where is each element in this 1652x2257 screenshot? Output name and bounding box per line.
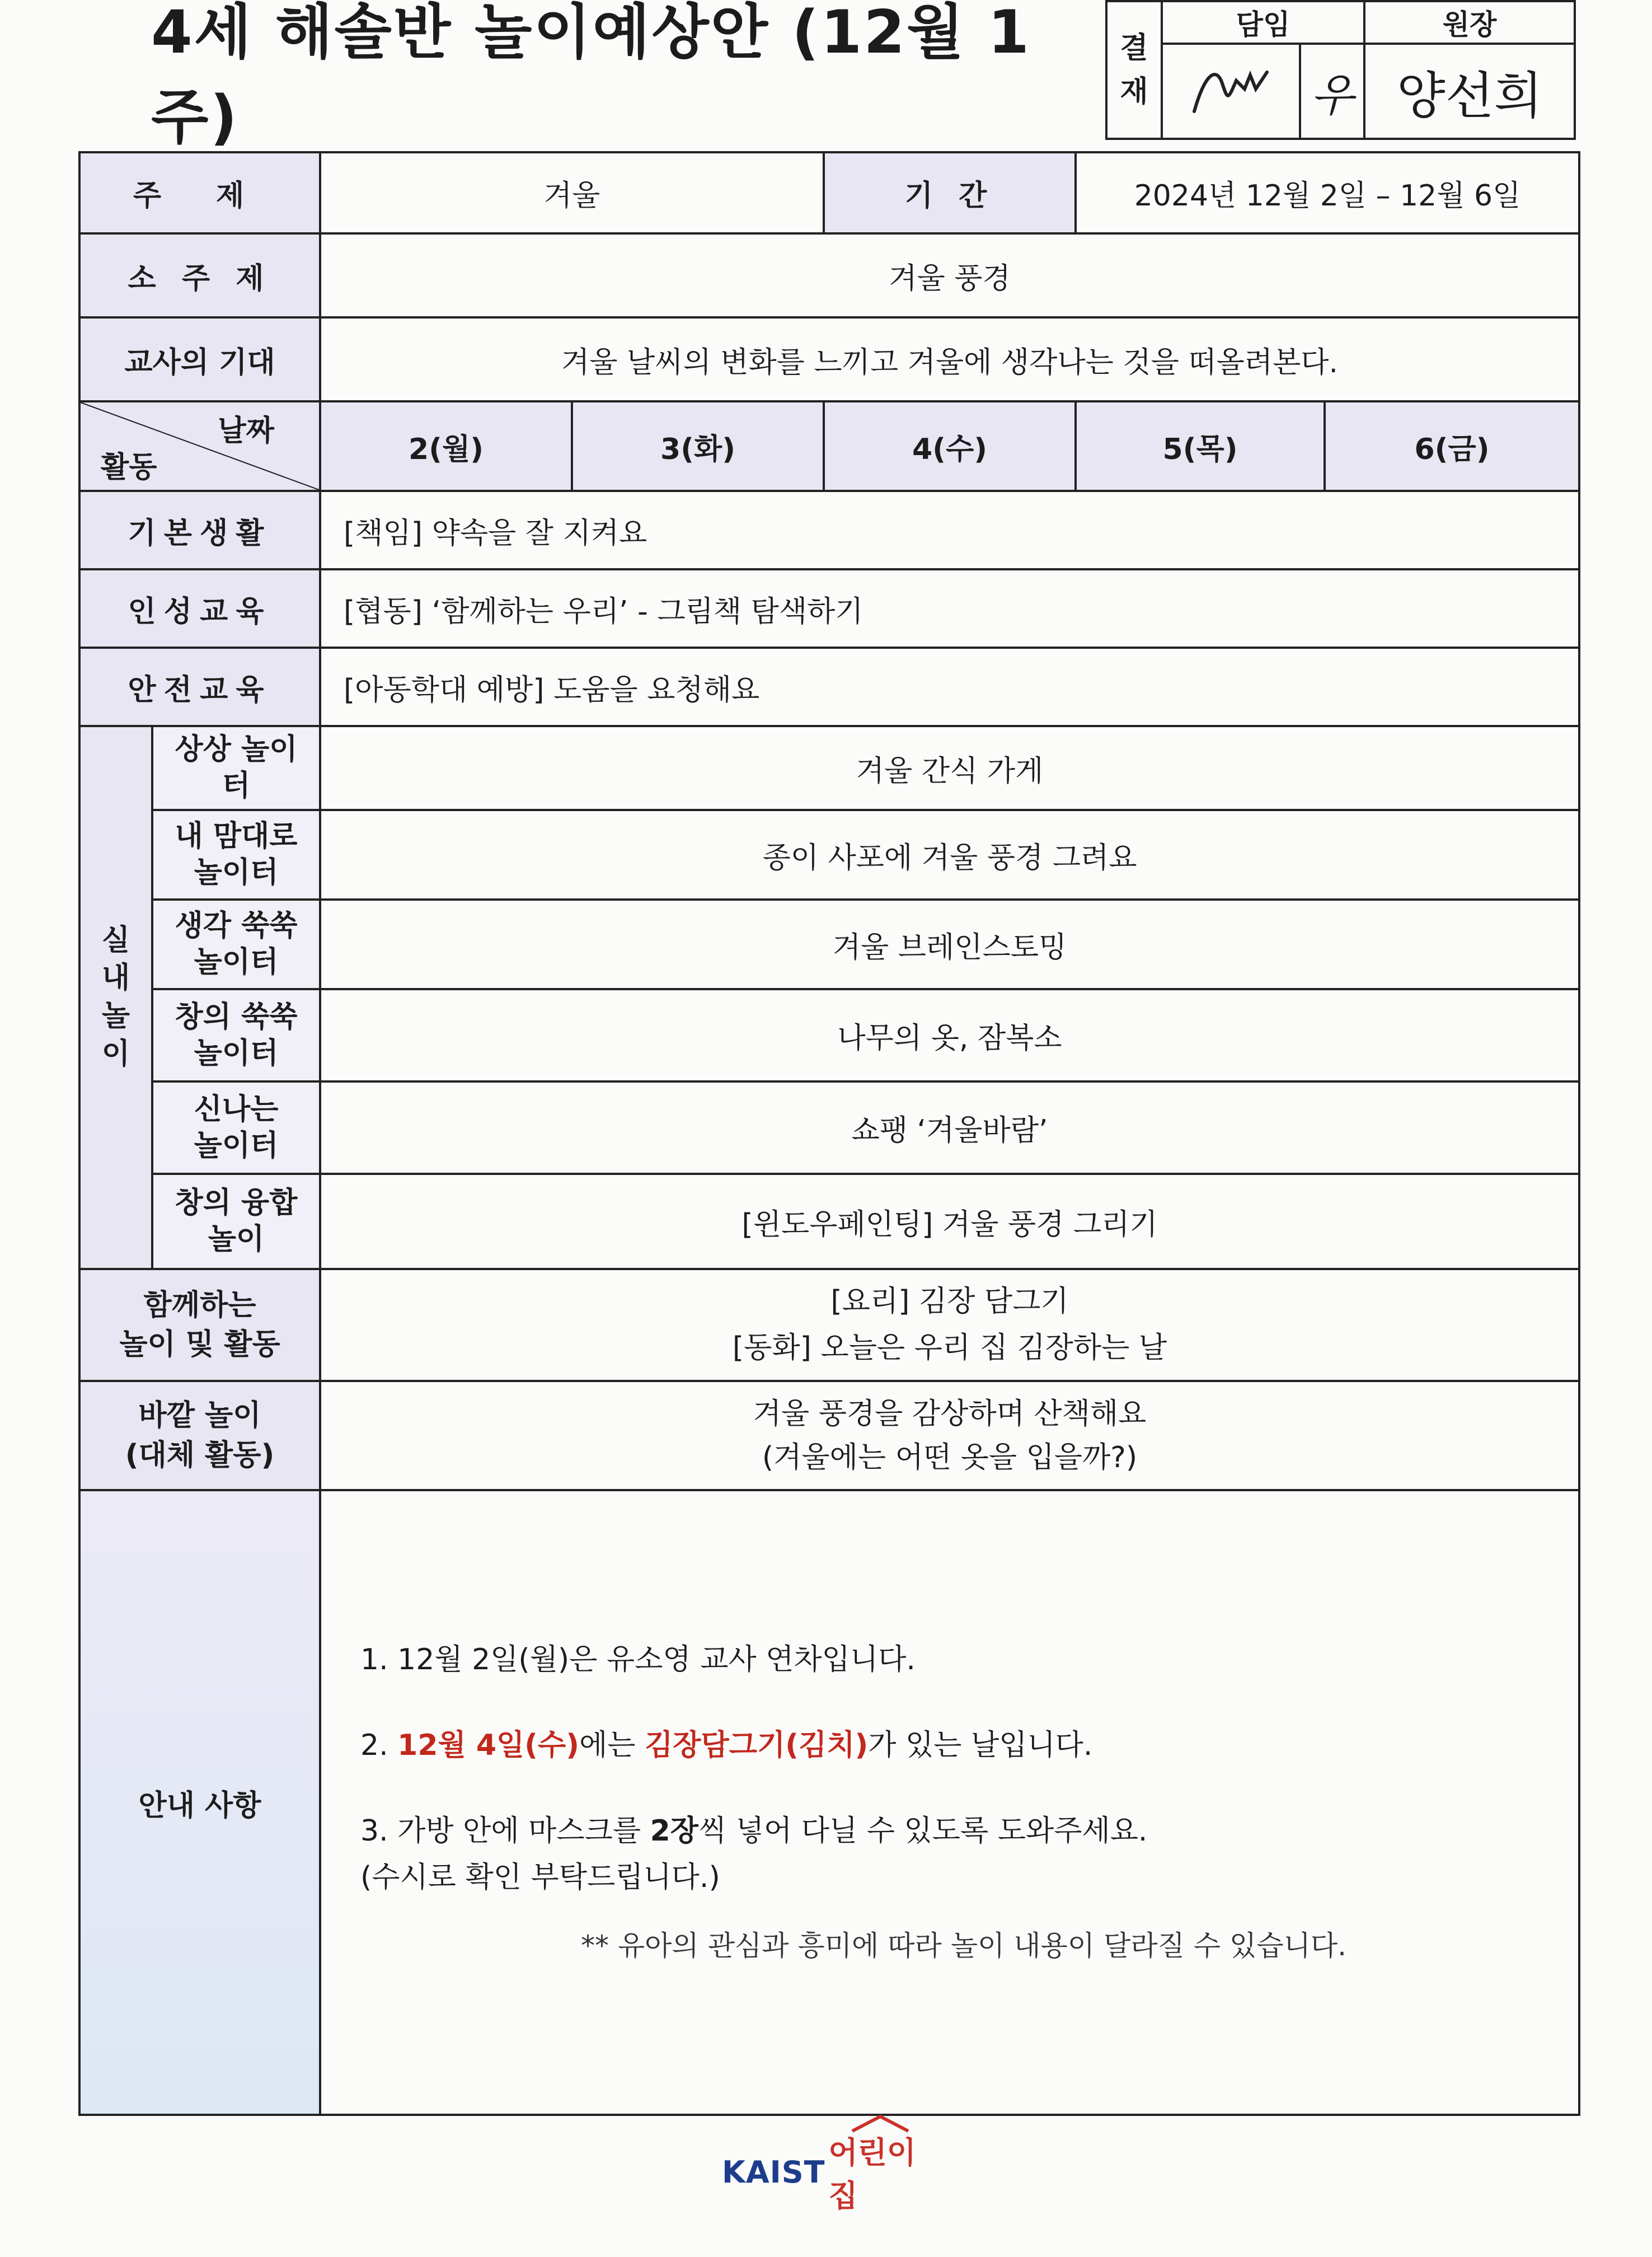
indoor-content-6: [윈도우페인팅] 겨울 풍경 그리기 xyxy=(320,1174,1579,1269)
notice-event-highlight: 김장담그기(김치) xyxy=(645,1728,869,1762)
together-line-1: [요리] 김장 담그기 xyxy=(830,1284,1069,1318)
notice-item-1: 1. 12월 2일(월)은 유소영 교사 연차입니다. xyxy=(360,1642,916,1677)
indoor-label-2: 내 맘대로 놀이터 xyxy=(152,810,320,900)
outdoor-line-2: (겨울에는 어떤 옷을 입을까?) xyxy=(762,1440,1138,1474)
notice-item-3: 3. 가방 안에 마스크를 2장씩 넣어 다닐 수 있도록 도와주세요. (수시로 확인 부탁드립니다.) xyxy=(360,1814,1148,1895)
signature-mark-1 xyxy=(1183,50,1278,123)
subtheme-value: 겨울 풍경 xyxy=(320,233,1579,317)
day-wed: 4(수) xyxy=(824,401,1076,491)
signature-3: 양선희 xyxy=(1364,44,1575,139)
notice-label: 안내 사항 xyxy=(79,1490,320,2115)
indoor-label-3: 생각 쑥쑥 놀이터 xyxy=(152,900,320,989)
indoor-label-6: 창의 융합 놀이 xyxy=(152,1174,320,1269)
approval-role-director: 원장 xyxy=(1364,1,1575,44)
date-activity-header xyxy=(79,401,320,491)
safety-label: 안전교육 xyxy=(79,648,320,726)
approval-role-teacher: 담임 xyxy=(1162,1,1364,44)
subtheme-label: 소 주 제 xyxy=(79,233,320,317)
indoor-play-label: 실 내 놀 이 xyxy=(79,726,152,1269)
day-tue: 3(화) xyxy=(572,401,824,491)
indoor-content-2: 종이 사포에 겨울 풍경 그려요 xyxy=(320,810,1579,900)
kaist-logo xyxy=(722,2135,935,2213)
character-label: 인성교육 xyxy=(79,569,320,648)
together-value xyxy=(320,1269,1579,1381)
indoor-label-4: 창의 쑥쑥 놀이터 xyxy=(152,989,320,1081)
notice-content xyxy=(320,1490,1579,2115)
signature-2: 우 xyxy=(1300,44,1364,139)
notice-item-2: 2. 12월 4일(수)에는 김장담그기(김치)가 있는 날입니다. xyxy=(360,1728,1093,1762)
day-thu: 5(목) xyxy=(1076,401,1325,491)
day-fri: 6(금) xyxy=(1325,401,1579,491)
logo-brand: KAIST xyxy=(722,2154,825,2190)
safety-value: [아동학대 예방] 도움을 요청해요 xyxy=(320,648,1579,726)
logo-name: 어린이집 xyxy=(828,2129,935,2215)
approval-box xyxy=(1105,0,1576,140)
indoor-content-1: 겨울 간식 가게 xyxy=(320,726,1579,810)
indoor-label-1: 상상 놀이터 xyxy=(152,726,320,810)
indoor-content-5: 쇼팽 ‘겨울바람’ xyxy=(320,1081,1579,1174)
basic-life-label: 기본생활 xyxy=(79,491,320,569)
together-line-2: [동화] 오늘은 우리 집 김장하는 날 xyxy=(732,1331,1167,1365)
expectation-label: 교사의 기대 xyxy=(79,317,320,401)
plan-table xyxy=(78,151,1578,2116)
signature-1 xyxy=(1162,44,1300,139)
approval-label: 결 재 xyxy=(1106,1,1162,139)
period-value: 2024년 12월 2일 – 12월 6일 xyxy=(1076,152,1579,233)
page-title: 4세 해솔반 놀이예상안 (12월 1주) xyxy=(151,0,1031,152)
theme-label: 주 제 xyxy=(79,152,320,233)
outdoor-line-1: 겨울 풍경을 감상하며 산책해요 xyxy=(753,1397,1147,1431)
outdoor-value xyxy=(320,1381,1579,1490)
together-label: 함께하는 놀이 및 활동 xyxy=(79,1269,320,1381)
basic-life-value: [책임] 약속을 잘 지켜요 xyxy=(320,491,1579,569)
indoor-content-3: 겨울 브레인스토밍 xyxy=(320,900,1579,989)
date-label: 날짜 xyxy=(218,414,275,448)
notice-date-highlight: 12월 4일(수) xyxy=(397,1728,580,1762)
notice-footnote: ** 유아의 관심과 흥미에 따라 놀이 내용이 달라질 수 있습니다. xyxy=(580,1930,1347,1963)
outdoor-label: 바깥 놀이 (대체 활동) xyxy=(79,1381,320,1490)
day-mon: 2(월) xyxy=(320,401,572,491)
indoor-content-4: 나무의 옷, 잠복소 xyxy=(320,989,1579,1081)
character-value: [협동] ‘함께하는 우리’ - 그림책 탐색하기 xyxy=(320,569,1579,648)
expectation-value: 겨울 날씨의 변화를 느끼고 겨울에 생각나는 것을 떠올려본다. xyxy=(320,317,1579,401)
house-roof-icon xyxy=(850,2114,911,2133)
indoor-label-5: 신나는 놀이터 xyxy=(152,1081,320,1174)
activity-label: 활동 xyxy=(101,451,157,484)
period-label: 기 간 xyxy=(824,152,1076,233)
theme-value: 겨울 xyxy=(320,152,824,233)
